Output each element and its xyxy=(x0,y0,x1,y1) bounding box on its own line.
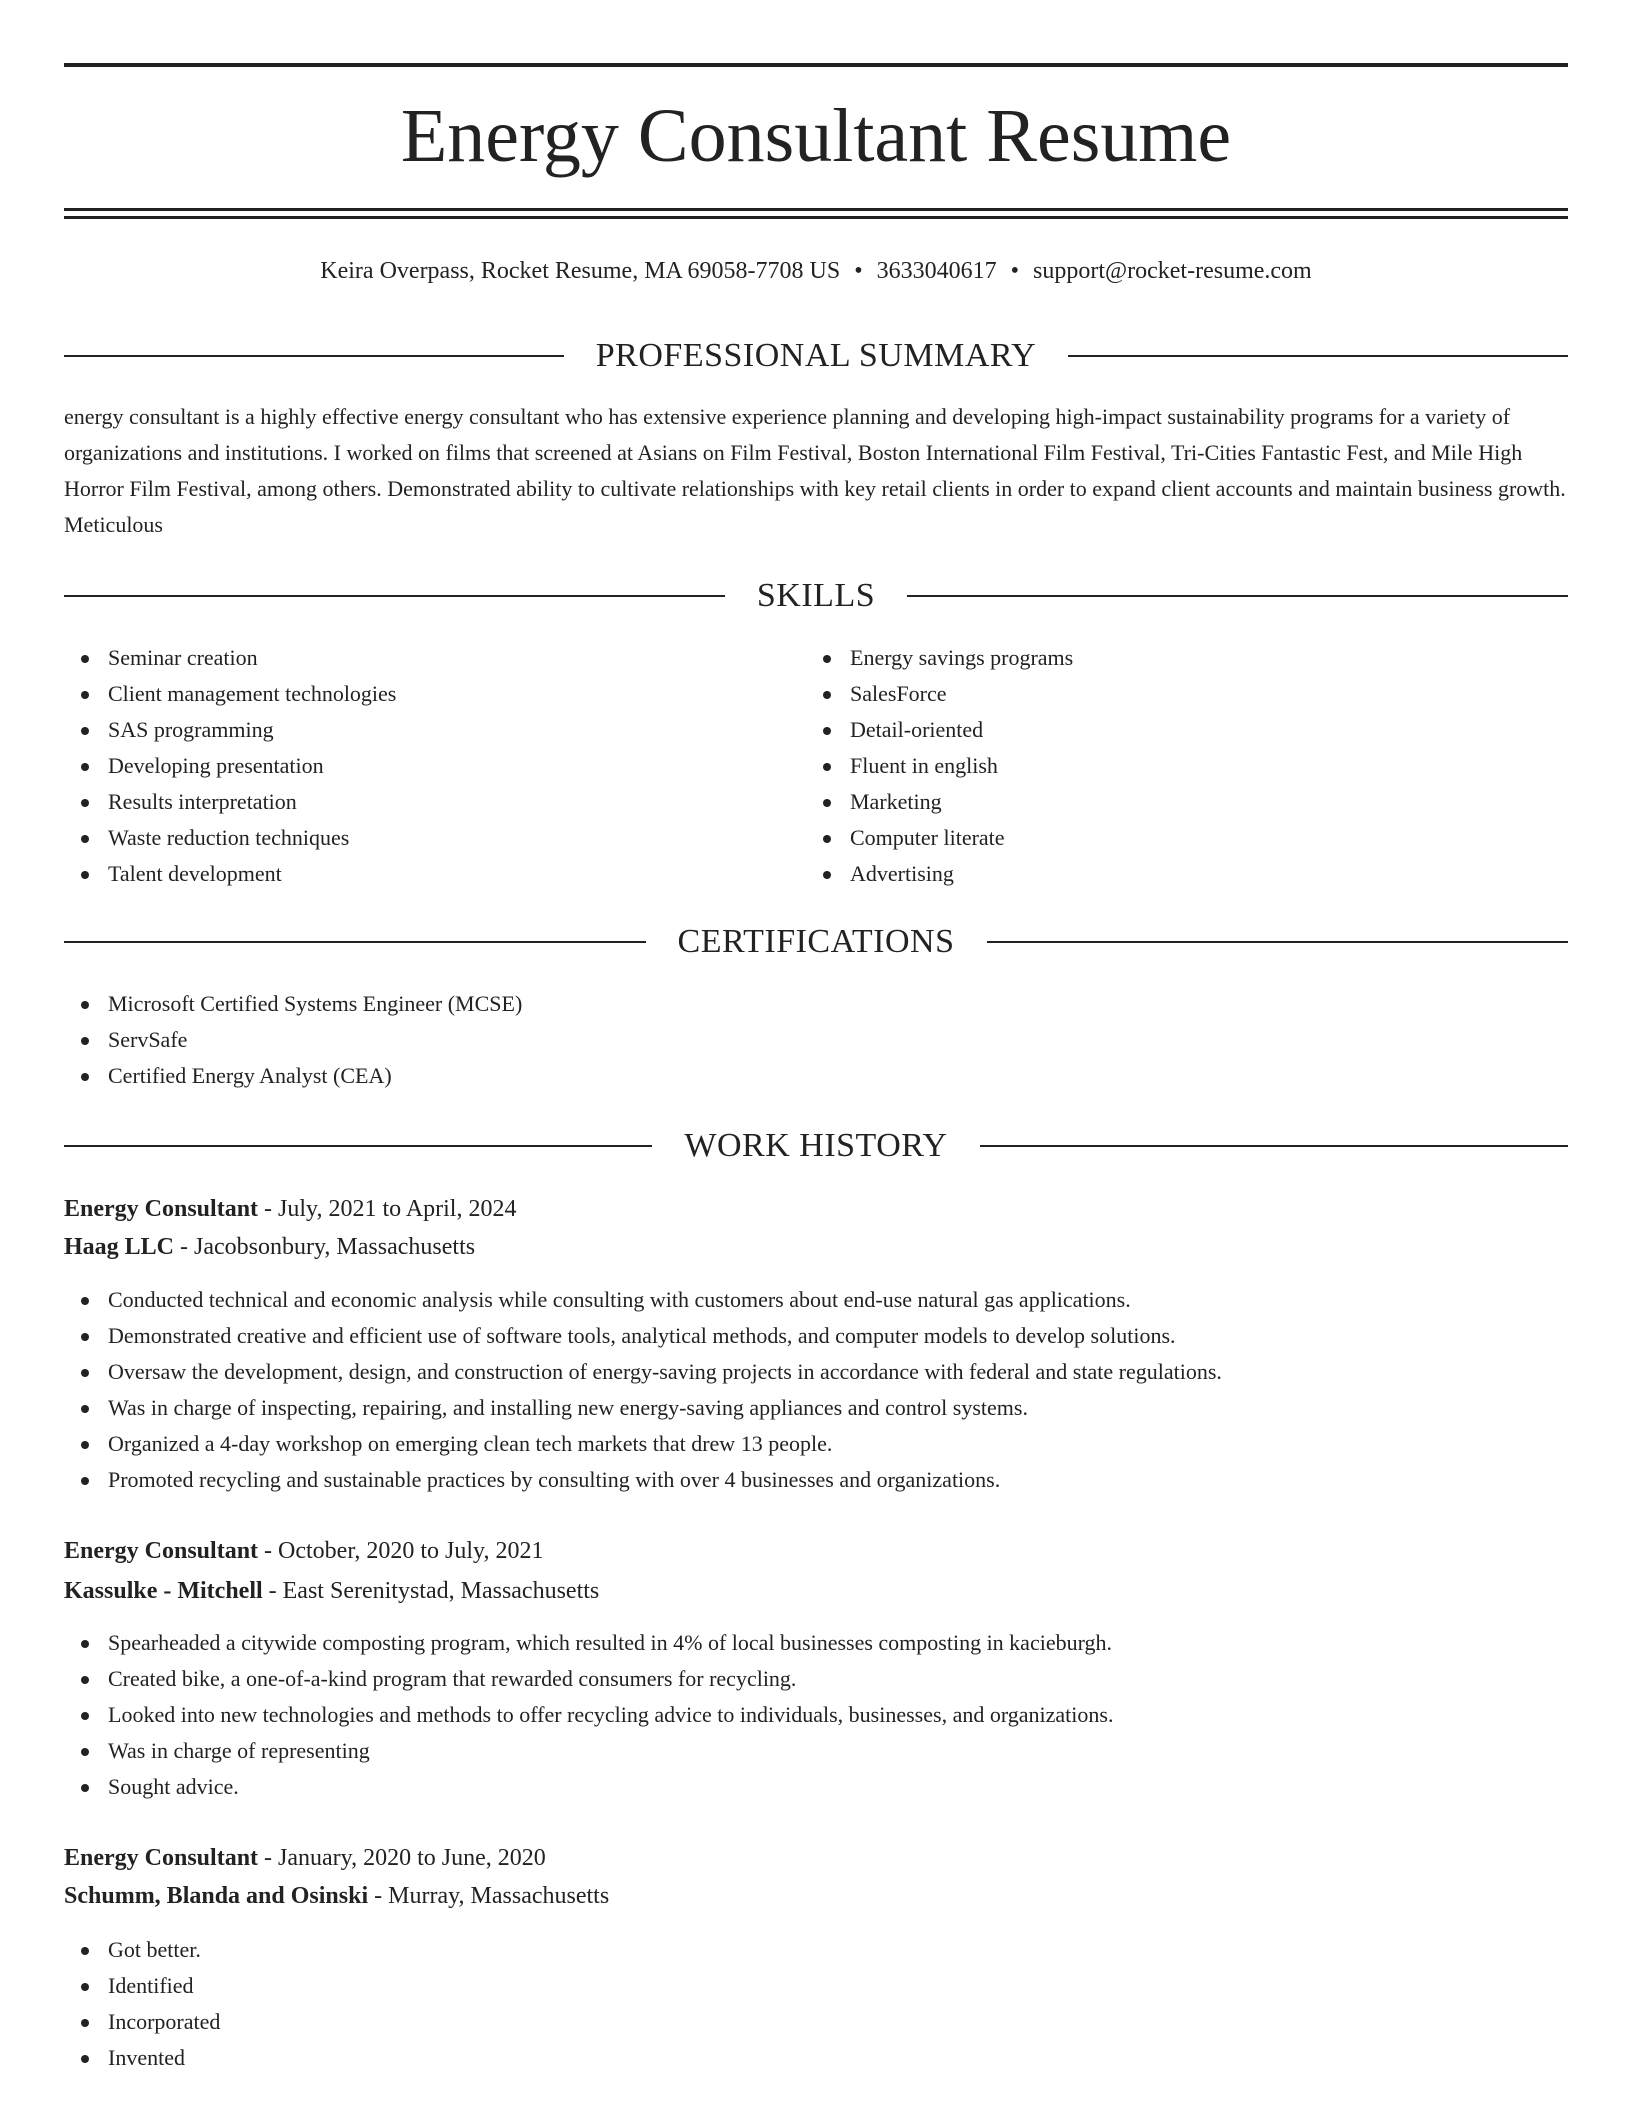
skill-item: Results interpretation xyxy=(64,784,396,820)
job-bullet: Conducted technical and economic analysis while consulting with customers about end-use natural gas applications. xyxy=(64,1282,1222,1318)
skill-item: SalesForce xyxy=(806,676,1073,712)
job-bullet: Spearheaded a citywide composting program, which resulted in 4% of local businesses composting in kacieburgh. xyxy=(64,1625,1113,1661)
skills-list-left xyxy=(64,640,396,892)
heading-rule-right xyxy=(980,1145,1568,1147)
certification-item: Certified Energy Analyst (CEA) xyxy=(64,1058,522,1094)
job-title-line xyxy=(64,1839,1568,1877)
certification-item: ServSafe xyxy=(64,1022,522,1058)
heading-rule-right xyxy=(987,941,1569,943)
skill-item: Computer literate xyxy=(806,820,1073,856)
heading-rule-right xyxy=(907,595,1568,597)
heading-rule-right xyxy=(1068,355,1568,357)
section-heading-label: SKILLS xyxy=(756,577,876,614)
job-bullet: Organized a 4-day workshop on emerging clean tech markets that drew 13 people. xyxy=(64,1426,1222,1462)
job-bullets xyxy=(64,1625,1113,1805)
title-rule-lower xyxy=(64,216,1568,219)
job-bullet: Sought advice. xyxy=(64,1769,1113,1805)
contact-line xyxy=(64,254,1568,288)
job-bullet: Identified xyxy=(64,1968,220,2004)
skills-list-right xyxy=(806,640,1073,892)
job-title-line xyxy=(64,1532,1568,1570)
job-bullets xyxy=(64,1282,1222,1498)
job-bullet: Promoted recycling and sustainable practices by consulting with over 4 businesses and organizations. xyxy=(64,1462,1222,1498)
job-company-line xyxy=(64,1228,1568,1266)
job-title: Energy Consultant xyxy=(64,1538,259,1564)
contact-email: support@rocket-resume.com xyxy=(1033,258,1312,284)
heading-rule-left xyxy=(64,595,725,597)
section-heading-summary xyxy=(64,334,1568,378)
contact-address: Keira Overpass, Rocket Resume, MA 69058-7708 US xyxy=(320,258,841,284)
job-bullet: Invented xyxy=(64,2040,220,2076)
job-location: - Jacobsonbury, Massachusetts xyxy=(174,1234,476,1260)
job-company: Haag LLC xyxy=(64,1234,175,1260)
job-company-line xyxy=(64,1572,1568,1610)
section-heading-work-history xyxy=(64,1124,1568,1168)
job-bullet: Was in charge of representing xyxy=(64,1733,1113,1769)
job-dates: - July, 2021 to April, 2024 xyxy=(258,1196,517,1222)
skill-item: Energy savings programs xyxy=(806,640,1073,676)
job-bullet: Demonstrated creative and efficient use of software tools, analytical methods, and computer models to develop solutions. xyxy=(64,1318,1222,1354)
skill-item: Seminar creation xyxy=(64,640,396,676)
job-title: Energy Consultant xyxy=(64,1196,259,1222)
contact-separator: • xyxy=(854,258,863,284)
job-location: - Murray, Massachusetts xyxy=(368,1883,610,1909)
job-bullet: Oversaw the development, design, and construction of energy-saving projects in accordance with federal and state regulations. xyxy=(64,1354,1222,1390)
job-dates: - October, 2020 to July, 2021 xyxy=(258,1538,544,1564)
job-company-line xyxy=(64,1877,1568,1915)
job-bullet: Was in charge of inspecting, repairing, and installing new energy-saving appliances and control systems. xyxy=(64,1390,1222,1426)
skill-item: Marketing xyxy=(806,784,1073,820)
heading-rule-left xyxy=(64,941,646,943)
job-company: Kassulke - Mitchell xyxy=(64,1578,263,1604)
title-rule-upper xyxy=(64,208,1568,211)
skill-item: Waste reduction techniques xyxy=(64,820,396,856)
skill-item: SAS programming xyxy=(64,712,396,748)
contact-separator: • xyxy=(1010,258,1020,284)
heading-rule-left xyxy=(64,355,564,357)
job-bullet: Created bike, a one-of-a-kind program that rewarded consumers for recycling. xyxy=(64,1661,1113,1697)
certification-item: Microsoft Certified Systems Engineer (MCSE) xyxy=(64,986,522,1022)
skill-item: Developing presentation xyxy=(64,748,396,784)
skill-item: Detail-oriented xyxy=(806,712,1073,748)
section-heading-label: PROFESSIONAL SUMMARY xyxy=(595,337,1037,374)
job-bullet: Got better. xyxy=(64,1932,220,1968)
section-heading-label: WORK HISTORY xyxy=(684,1127,948,1164)
skill-item: Fluent in english xyxy=(806,748,1073,784)
job-bullet: Looked into new technologies and methods to offer recycling advice to individuals, businesses, and organizations. xyxy=(64,1697,1113,1733)
page-title: Energy Consultant Resume xyxy=(400,94,1232,178)
contact-phone: 3633040617 xyxy=(876,258,997,284)
skill-item: Client management technologies xyxy=(64,676,396,712)
section-heading-label: CERTIFICATIONS xyxy=(677,923,955,960)
summary-text: energy consultant is a highly effective energy consultant who has extensive experience planning and developing high-impact sustainability programs for a variety of organizations and institutions. I worked on films that screened at Asians on Film Festival, Boston International Film Festival, Tri-Cities Fantastic Fest, and Mile High Horror Film Festival, among others. Demonstrated ability to cultivate relationships with key retail clients in order to expand client accounts and maintain business growth. Meticulous xyxy=(64,404,1566,537)
section-heading-skills xyxy=(64,574,1568,618)
job-company: Schumm, Blanda and Osinski xyxy=(64,1883,369,1909)
job-bullets xyxy=(64,1932,220,2076)
skill-item: Advertising xyxy=(806,856,1073,892)
job-bullet: Incorporated xyxy=(64,2004,220,2040)
job-title-line xyxy=(64,1190,1568,1228)
certifications-list xyxy=(64,986,522,1094)
skill-item: Talent development xyxy=(64,856,396,892)
job-location: - East Serenitystad, Massachusetts xyxy=(262,1578,600,1604)
job-title: Energy Consultant xyxy=(64,1845,259,1871)
section-heading-certifications xyxy=(64,920,1568,964)
heading-rule-left xyxy=(64,1145,652,1147)
top-rule xyxy=(64,63,1568,67)
job-dates: - January, 2020 to June, 2020 xyxy=(258,1845,546,1871)
